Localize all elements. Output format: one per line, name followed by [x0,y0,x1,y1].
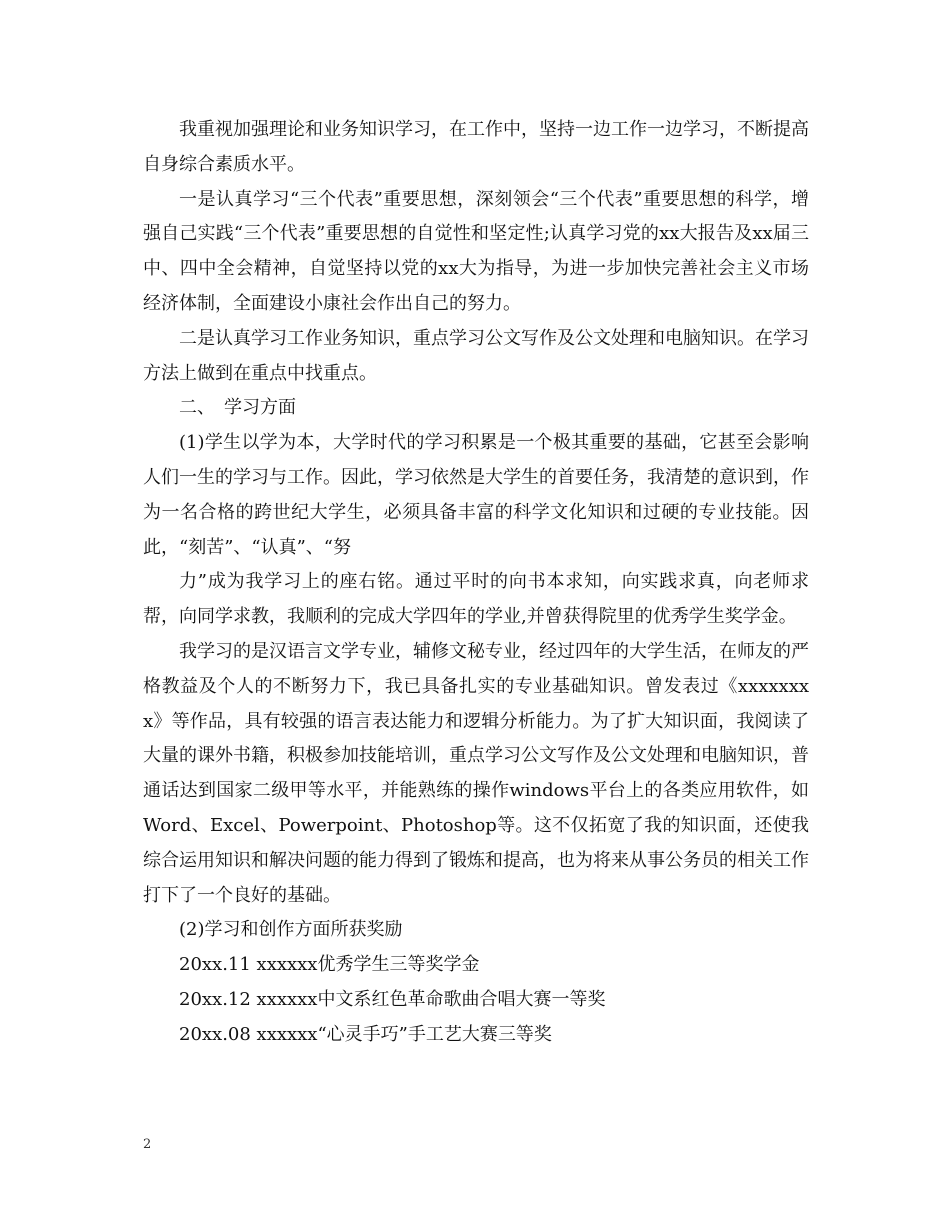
award-item: 20xx.11 xxxxxx优秀学生三等奖学金 [179,954,480,976]
paragraph: (1)学生以学为本，大学时代的学习积累是一个极其重要的基础，它甚至会影响人们一生的学习与工作。因此，学习依然是大学生的首要任务，我清楚的意识到，作为一名合格的跨世纪大学生，必须具备丰富的科学文化知识和过硬的专业技能。因此，“刻苦”、“认真”、“努 [143,432,809,558]
paragraph: 我学习的是汉语言文学专业，辅修文秘专业，经过四年的大学生活，在师友的严格教益及个人的不断努力下，我已具备扎实的专业基础知识。曾发表过《xxxxxxxx》等作品，具有较强的语言表达能力和逻辑分析能力。为了扩大知识面，我阅读了大量的课外书籍，积极参加技能培训，重点学习公文写作及公文处理和电脑知识，普通话达到国家二级甲等水平，并能熟练的操作windows平台上的各类应用软件，如Word、Excel、Powerpoint、Photoshop等。这不仅拓宽了我的知识面，还使我综合运用知识和解决问题的能力得到了锻炼和提高，也为将来从事公务员的相关工作打下了一个良好的基础。 [143,640,809,906]
award-item: 20xx.12 xxxxxx中文系红色革命歌曲合唱大赛一等奖 [179,988,606,1010]
award-item: 20xx.08 xxxxxx“心灵手巧”手工艺大赛三等奖 [179,1023,552,1045]
paragraph: 我重视加强理论和业务知识学习，在工作中，坚持一边工作一边学习，不断提高自身综合素质水平。 [143,119,809,175]
section-heading: 二、 学习方面 [179,397,296,419]
subsection-heading: (2)学习和创作方面所获奖励 [179,919,403,941]
paragraph: 一是认真学习“三个代表”重要思想，深刻领会“三个代表”重要思想的科学，增强自己实践“三个代表”重要思想的自觉性和坚定性;认真学习党的xx大报告及xx届三中、四中全会精神，自觉坚持以党的xx大为指导，为进一步加快完善社会主义市场经济体制，全面建设小康社会作出自己的努力。 [143,188,809,314]
page-number: 2 [143,1137,152,1152]
paragraph: 二是认真学习工作业务知识，重点学习公文写作及公文处理和电脑知识。在学习方法上做到在重点中找重点。 [143,327,809,384]
document-body [143,113,809,1053]
paragraph: 力”成为我学习上的座右铭。通过平时的向书本求知，向实践求真，向老师求帮，向同学求教，我顺利的完成大学四年的学业,并曾获得院里的优秀学生奖学金。 [143,571,809,628]
